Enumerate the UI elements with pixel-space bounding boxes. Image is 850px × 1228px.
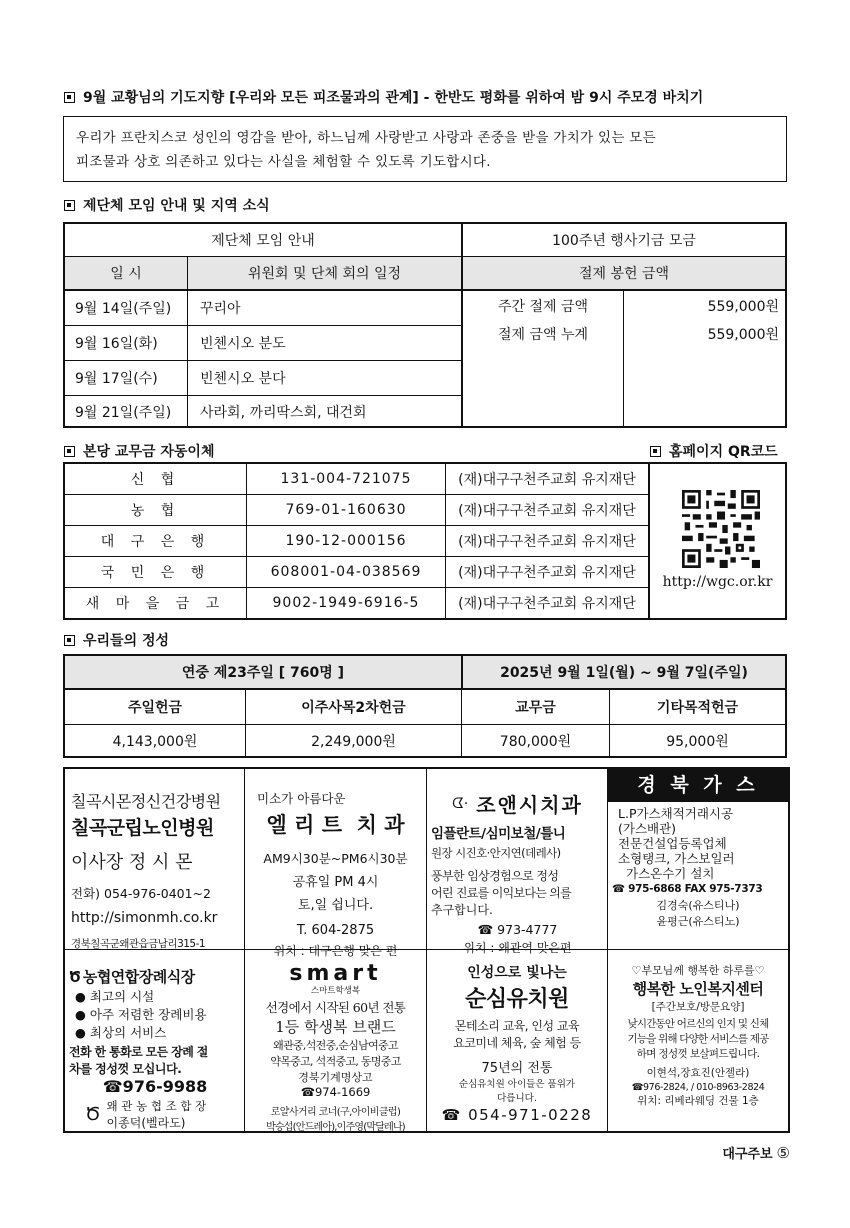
- hospital-director: 이사장 정 시 몬: [71, 852, 193, 873]
- joan-director: 원장 시진호·안지연(데레사): [431, 846, 561, 860]
- offering-value: 2,249,000원: [311, 733, 396, 750]
- smart-line-3: 왜관중,석전중,순심남여중고: [273, 1039, 398, 1052]
- dental-closed: 토,일 쉽니다.: [297, 898, 374, 913]
- funeral-phone[interactable]: ☎976-9988: [102, 1077, 208, 1096]
- prayer-box: [63, 116, 787, 182]
- meetings-title: 제단체 모임 안내: [211, 233, 315, 249]
- bank-heading: [64, 441, 214, 461]
- bank-name: 농 협: [65, 495, 247, 525]
- bank-account[interactable]: 190-12-000156: [247, 526, 446, 556]
- funeral-name: 농협연합장례식장: [82, 968, 195, 986]
- offering-heading: [64, 630, 169, 650]
- bank-row: [65, 526, 649, 557]
- welfare-slogan: ♡부모님께 행복한 하루를♡: [631, 964, 765, 977]
- kinder-line-3: 75년의 전통: [481, 1061, 553, 1076]
- funeral-coop-row: [69, 1098, 241, 1131]
- smart-line-4: 약목중고, 석적중고, 동명중고: [270, 1055, 401, 1068]
- meeting-date: 9월 16일(화): [75, 336, 158, 352]
- funeral-bullet-3-text: 최상의 서비스: [89, 1025, 167, 1040]
- joan-title-row: [431, 789, 604, 818]
- bank-name: 대 구 은 행: [65, 526, 247, 556]
- welfare-sub: [주간보호/방문요양]: [651, 1001, 745, 1013]
- fund-label: 주간 절제 금액: [497, 299, 589, 315]
- funeral-bullet-2: ● 아주 저렴한 장례비용: [75, 1007, 207, 1022]
- joan-desc-1: 풍부한 임상경험으로 정성: [431, 869, 559, 883]
- smart-logo: smart: [289, 961, 382, 986]
- dental-hours: AM9시30분~PM6시30분: [263, 851, 408, 866]
- fund-panel: [463, 224, 785, 426]
- square-bullet-icon: [64, 92, 75, 103]
- gas-name: 경 북 가 스: [608, 769, 788, 802]
- gas-line-2: (가스배관): [618, 821, 677, 836]
- fund-value: 559,000원: [707, 299, 779, 315]
- meetings-heading: [64, 195, 270, 215]
- funeral-coop: 왜 관 농 협 조 합 장: [106, 1099, 207, 1113]
- ad-smart-uniform: [245, 950, 426, 1131]
- nh-logo-icon: Ծ: [69, 967, 81, 986]
- offering-header: 기타목적헌금: [656, 700, 739, 716]
- bank-row: [65, 495, 649, 526]
- funeral-bullet-1: ● 최고의 시설: [75, 989, 155, 1004]
- joan-services: 임플란트/심미보철/틀니: [431, 826, 566, 842]
- smart-line-7: 박승섭(안드레아),이주영(막달레나): [266, 1122, 405, 1133]
- fund-label: 절제 금액 누계: [497, 327, 589, 343]
- offering-value: 95,000원: [666, 733, 729, 750]
- bank-row: [65, 464, 649, 495]
- welfare-phone[interactable]: ☎976-2824, / 010-8963-2824: [631, 1082, 765, 1093]
- welfare-line-2: 기능을 위해 다양한 서비스를 제공: [627, 1033, 769, 1045]
- offering-value: 780,000원: [499, 733, 572, 750]
- prayer-heading-text: 9월 교황님의 기도지향 [우리와 모든 피조물과의 관계] - 한반도 평화를 위하여 밤 9시 주모경 바치기: [83, 90, 704, 106]
- joan-location: 위치 : 왜관역 맞은편: [463, 941, 572, 955]
- bank-account[interactable]: 608001-04-038569: [247, 557, 446, 587]
- nh-leaf-icon: Ծ: [85, 1104, 101, 1125]
- bank-account[interactable]: 769-01-160630: [247, 495, 446, 525]
- bank-name: 새 마 을 금 고: [65, 588, 247, 618]
- footer-label: 대구주보: [722, 1147, 773, 1162]
- kinder-line-1: 몬테소리 교육, 인성 교육: [454, 1019, 580, 1033]
- smart-line-6: 로얄사거리 코너(구,아이비클럽): [270, 1107, 401, 1118]
- dental-phone[interactable]: T. 604-2875: [296, 923, 375, 938]
- bank-table: [63, 462, 787, 620]
- gas-line-3: 전문건설업등록업체: [618, 836, 727, 851]
- offering-header: 주일헌금: [127, 700, 183, 716]
- funeral-person: 이종덕(벨라도): [106, 1116, 186, 1130]
- dental-lunch: 공휴일 PM 4시: [292, 875, 379, 890]
- meeting-name: 꾸리아: [200, 301, 241, 317]
- kinder-slogan: 인성으로 빛나는: [467, 965, 567, 981]
- bank-holder: (재)대구구천주교회 유지재단: [446, 464, 649, 494]
- ad-gyeongbuk-gas: [608, 769, 788, 949]
- bank-holder: (재)대구구천주교회 유지재단: [446, 588, 649, 618]
- smart-line-2: 1등 학생복 브랜드: [275, 1018, 396, 1036]
- funeral-desc-2: 차를 정성껏 모십니다.: [69, 1062, 182, 1076]
- joan-desc-2: 어린 진료를 이익보다는 의를: [431, 886, 572, 900]
- col-meeting-header: 위원회 및 단체 회의 일정: [188, 257, 461, 289]
- hospital-name-1: 칠곡시몬정신건강병원: [71, 792, 221, 811]
- hospital-address: 경북칠곡군왜관읍금남리315-1: [71, 938, 206, 950]
- ad-funeral-hall: [65, 950, 244, 1131]
- bank-holder: (재)대구구천주교회 유지재단: [446, 526, 649, 556]
- ad-hospital: [65, 769, 244, 949]
- col-date-header: 일 시: [65, 257, 187, 289]
- prayer-heading: [64, 87, 703, 107]
- bank-name: 신 협: [65, 464, 247, 494]
- fund-title: 100주년 행사기금 모금: [552, 233, 696, 249]
- gas-person-2: 윤평근(유스티노): [656, 915, 740, 928]
- dental-name: 엘 리 트 치 과: [266, 813, 405, 837]
- meeting-date: 9월 21일(주일): [75, 405, 172, 421]
- prayer-line-2: 피조물과 상호 의존하고 있다는 사실을 체험할 수 있도록 기도합시다.: [76, 154, 491, 170]
- bank-heading-text: 본당 교무금 자동이체: [83, 444, 215, 460]
- funeral-bullet-3: ● 최상의 서비스: [75, 1025, 167, 1040]
- hospital-phone[interactable]: 전화) 054-976-0401~2: [71, 886, 211, 901]
- joan-name: 조앤시치과: [476, 793, 583, 817]
- gas-line-1: L.P가스채적거래시공: [618, 806, 734, 821]
- fund-subtitle: 절제 봉헌 금액: [463, 257, 785, 289]
- bank-row: [65, 557, 649, 588]
- meeting-name: 사라회, 까리딱스회, 대건회: [200, 405, 367, 421]
- kinder-line-5: 다릅니다.: [497, 1093, 537, 1104]
- offering-heading-text: 우리들의 정성: [83, 633, 170, 649]
- welfare-name: 행복한 노인복지센터: [632, 980, 764, 998]
- welfare-location: 위치: 리베라웨딩 건물 1층: [637, 1095, 759, 1107]
- welfare-line-1: 낮시간동안 어르신의 인지 및 신체: [627, 1018, 769, 1030]
- kinder-line-2: 요코미네 체육, 숲 체험 등: [453, 1036, 581, 1050]
- tooth-icon: ᗧ·: [452, 795, 469, 812]
- bank-row: [65, 588, 649, 618]
- gas-person-1: 김경숙(유스티나): [656, 899, 740, 912]
- square-bullet-icon: [64, 200, 75, 211]
- square-bullet-icon: [64, 635, 75, 646]
- meeting-date: 9월 14일(주일): [75, 301, 172, 317]
- offering-table: [63, 654, 787, 758]
- meetings-left-panel: [65, 224, 461, 426]
- smart-sub: 스마트학생복: [310, 986, 361, 996]
- bank-holder: (재)대구구천주교회 유지재단: [446, 557, 649, 587]
- kinder-name: 순심유치원: [465, 987, 569, 1012]
- homepage-url[interactable]: http://wgc.or.kr: [662, 574, 773, 590]
- meeting-name: 빈첸시오 분도: [200, 336, 286, 352]
- offering-value: 4,143,000원: [112, 733, 198, 750]
- ad-kindergarten: [427, 950, 607, 1131]
- fund-value: 559,000원: [707, 327, 779, 343]
- meeting-name: 빈첸시오 분다: [200, 371, 286, 387]
- joan-desc-3: 추구합니다.: [431, 903, 493, 917]
- joan-phone[interactable]: ☎ 973-4777: [477, 922, 558, 937]
- welfare-line-3: 하며 정성껏 보살펴드립니다.: [636, 1048, 760, 1060]
- gas-phone[interactable]: ☎ 975-6868 FAX 975-7373: [612, 883, 763, 895]
- hospital-url[interactable]: http://simonmh.co.kr: [71, 910, 218, 926]
- bank-holder: (재)대구구천주교회 유지재단: [446, 495, 649, 525]
- bank-name: 국 민 은 행: [65, 557, 247, 587]
- ads-grid: [63, 767, 790, 1133]
- qr-heading-text: 홈페이지 QR코드: [669, 444, 778, 460]
- footer: [722, 1143, 790, 1162]
- meetings-table: [63, 222, 787, 428]
- funeral-bullet-1-text: 최고의 시설: [89, 989, 155, 1004]
- gas-line-4: 소형탱크, 가스보일러: [618, 851, 735, 866]
- bank-account[interactable]: 9002-1949-6916-5: [247, 588, 446, 618]
- qr-heading: [650, 441, 778, 461]
- offering-header: 이주사목2차헌금: [301, 700, 406, 716]
- dental-slogan: 미소가 아름다운: [257, 791, 346, 806]
- prayer-line-1: 우리가 프란치스코 성인의 영감을 받아, 하느님께 사랑받고 사랑과 존중을 받을 가치가 있는 모든: [76, 130, 656, 146]
- smart-line-1: 선경에서 시작된 60년 전통: [265, 1000, 406, 1015]
- ad-elite-dental: [245, 769, 426, 958]
- funeral-desc-1: 전화 한 통화로 모든 장례 절: [69, 1045, 208, 1059]
- smart-phone[interactable]: ☎974-1669: [300, 1085, 371, 1099]
- kinder-phone[interactable]: ☎ 054-971-0228: [441, 1106, 593, 1124]
- page-number: ⑤: [776, 1143, 790, 1162]
- gas-line-5: 가스온수기 설치: [626, 866, 715, 881]
- kinder-line-4: 순심유치원 아이들은 품위가: [458, 1079, 576, 1090]
- qr-panel: [650, 464, 785, 618]
- ad-joan-dental: [427, 769, 607, 955]
- square-bullet-icon: [64, 446, 75, 457]
- funeral-bullet-2-text: 아주 저렴한 장례비용: [89, 1007, 207, 1022]
- qr-code-icon[interactable]: [682, 490, 760, 568]
- offering-header: 교무금: [515, 700, 556, 716]
- meetings-heading-text: 제단체 모임 안내 및 지역 소식: [83, 198, 270, 214]
- offering-period: 2025년 9월 1일(월) ~ 9월 7일(주일): [463, 656, 785, 688]
- hospital-name-2: 칠곡군립노인병원: [71, 817, 214, 839]
- dental-location: 위치 : 대구은행 맞은 편: [273, 944, 398, 958]
- welfare-people: 이현석,장효진(안젤라): [646, 1067, 750, 1079]
- bank-account[interactable]: 131-004-721075: [247, 464, 446, 494]
- gas-details: [608, 802, 788, 881]
- funeral-title-row: [69, 966, 241, 987]
- offering-week: 연중 제23주일 [ 760명 ]: [65, 656, 461, 688]
- square-bullet-icon: [650, 446, 661, 457]
- ad-welfare-center: [608, 950, 788, 1131]
- meeting-date: 9월 17일(수): [75, 371, 158, 387]
- smart-line-5: 경북기계명상고: [298, 1071, 373, 1084]
